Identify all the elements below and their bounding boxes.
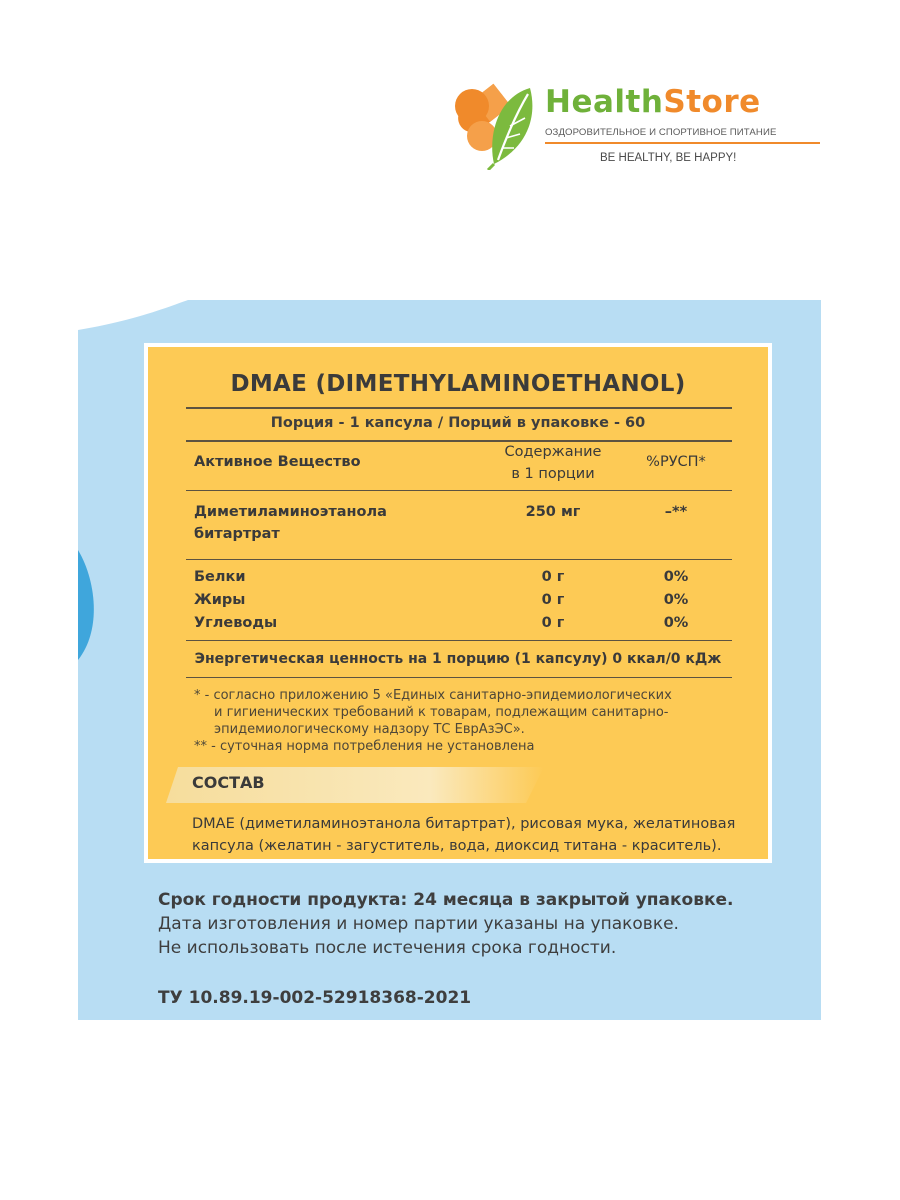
divider xyxy=(186,490,732,491)
footnote-line: и гигиенических требований к товарам, подлежащим санитарно- xyxy=(214,705,669,720)
brand-slogan: BE HEALTHY, BE HAPPY! xyxy=(600,152,737,164)
divider xyxy=(186,440,732,442)
header-content-line2: в 1 порции xyxy=(511,466,595,482)
brand-divider xyxy=(545,142,820,144)
nutrient-row xyxy=(194,612,277,634)
nutrient-name: Жиры xyxy=(194,592,246,608)
divider xyxy=(186,407,732,409)
composition-text: DMAE (диметиламиноэтанола битартрат), рисовая мука, желатиновая капсула (желатин - загуститель, вода, диоксид титана - краситель). xyxy=(192,816,736,854)
active-rusp: –** xyxy=(664,504,688,520)
shelf-life-line: Дата изготовления и номер партии указаны на упаковке. xyxy=(158,914,679,934)
divider xyxy=(186,677,732,678)
header-substance: Активное Вещество xyxy=(194,454,361,470)
brand-tagline: ОЗДОРОВИТЕЛЬНОЕ И СПОРТИВНОЕ ПИТАНИЕ xyxy=(545,127,777,138)
product-title: DMAE (DIMETHYLAMINOETHANOL) xyxy=(230,371,686,397)
nutrient-rusp: 0% xyxy=(663,615,689,631)
divider xyxy=(186,640,732,641)
footnote-line: * - согласно приложению 5 «Единых санитарно-эпидемиологических xyxy=(194,688,672,703)
brand-name-part1: Health xyxy=(545,84,664,120)
header-rusp: %РУСП* xyxy=(646,454,706,470)
nutrient-row xyxy=(194,589,245,611)
nutrient-amount: 0 г xyxy=(541,592,565,608)
energy-value: Энергетическая ценность на 1 порцию (1 капсулу) 0 ккал/0 кДж xyxy=(194,651,722,667)
active-name-line1: Диметиламиноэтанола xyxy=(194,504,387,520)
active-amount: 250 мг xyxy=(525,504,581,520)
nutrient-name: Углеводы xyxy=(194,615,278,631)
nutrient-name: Белки xyxy=(194,569,246,585)
brand-name-part2: Store xyxy=(663,84,761,120)
technical-spec: ТУ 10.89.19-002-52918368-2021 xyxy=(158,988,472,1008)
header-content-line1: Содержание xyxy=(504,444,602,460)
footnote-line: ** - суточная норма потребления не установлена xyxy=(194,739,535,754)
nutrient-rusp: 0% xyxy=(663,569,689,585)
nutrient-amount: 0 г xyxy=(541,569,565,585)
shelf-life-line: Срок годности продукта: 24 месяца в закрытой упаковке. xyxy=(158,890,734,910)
nutrient-rusp: 0% xyxy=(663,592,689,608)
brand-name xyxy=(545,82,761,122)
footnotes xyxy=(194,687,734,755)
active-name-line2: битартрат xyxy=(194,526,280,542)
divider xyxy=(186,559,732,560)
active-substance-name xyxy=(194,501,387,545)
nutrient-amount: 0 г xyxy=(541,615,565,631)
serving-info: Порция - 1 капсула / Порций в упаковке - 60 xyxy=(270,415,646,431)
header-content xyxy=(478,441,628,485)
heart-leaf-capsule-icon xyxy=(448,78,538,170)
shelf-life-line: Не использовать после истечения срока годности. xyxy=(158,938,617,958)
shelf-life-info xyxy=(158,888,734,960)
brand-logo xyxy=(448,78,828,178)
composition-title: СОСТАВ xyxy=(192,773,265,792)
nutrient-row xyxy=(194,566,246,588)
nutrition-label xyxy=(144,343,772,863)
footnote-line: эпидемиологическому надзору ТС ЕврАзЭС». xyxy=(214,722,525,737)
